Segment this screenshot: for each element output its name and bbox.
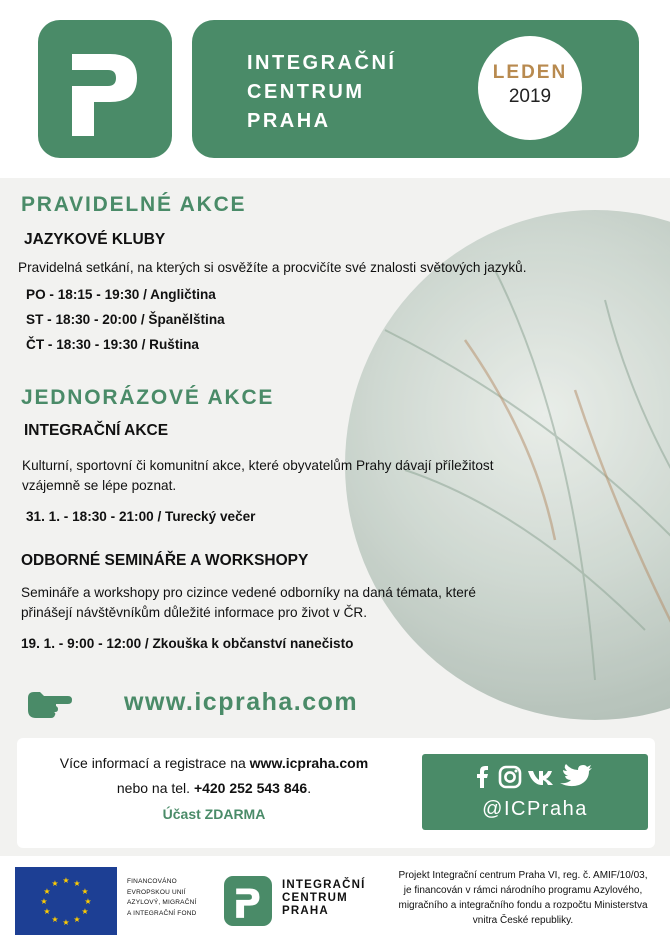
twitter-icon [560,764,592,786]
pointing-hand-icon [26,688,72,720]
svg-text:★: ★ [84,897,92,906]
footer [0,856,670,948]
info-phone-line: nebo na tel. +420 252 543 846. [116,780,312,796]
eu-funding-text: FINANCOVÁNO EVROPSKOU UNIÍ AZYLOVÝ, MIGRAČNÍ A INTEGRAČNÍ FOND [127,878,197,917]
info-box [17,738,655,848]
instagram-icon [500,767,520,787]
svg-text:★: ★ [43,907,51,916]
footer-logo [224,876,272,926]
one-time-events-heading: JEDNORÁZOVÉ AKCE [21,386,275,409]
svg-text:★: ★ [73,915,81,924]
svg-text:★: ★ [51,915,59,924]
free-participation: Účast ZDARMA [162,806,266,822]
project-funding-text: Projekt Integrační centrum Praha VI, reg. č. AMIF/10/03, je financován v rámci národního programu Azylového, migračního a integračního fondu a rozpočtu Ministerstva vnitra České republiky. [398,870,648,926]
organization-title: INTEGRAČNÍ CENTRUM PRAHA [247,52,397,132]
svg-text:★: ★ [81,907,89,916]
vk-icon [528,771,553,785]
registration-link[interactable]: www.icpraha.com [249,755,369,771]
seminars-heading: ODBORNÉ SEMINÁŘE A WORKSHOPY [21,552,309,569]
website-link[interactable]: www.icpraha.com [124,688,359,716]
facebook-icon [477,766,488,788]
svg-text:★: ★ [81,887,89,896]
integration-description: Kulturní, sportovní či komunitní akce, které obyvatelům Prahy dávají příležitost vzájemně se lépe poznat. [22,458,494,493]
session-monday: PO - 18:15 - 19:30 / Angličtina [26,287,216,302]
footer-logo-p-icon [224,876,272,926]
social-handle[interactable]: @ICPraha [482,798,588,820]
session-wednesday: ST - 18:30 - 20:00 / Španělština [26,312,225,327]
integration-events-heading: INTEGRAČNÍ AKCE [24,422,169,439]
social-icons-row [470,764,600,790]
seminars-description: Semináře a workshopy pro cizince vedené odborníky na daná témata, které přinášejí návštěvníkům důležité informace pro život v ČR. [21,585,476,620]
logo-p-icon [38,20,172,158]
svg-text:★: ★ [73,879,81,888]
integration-event: 31. 1. - 18:30 - 21:00 / Turecký večer [26,509,256,524]
social-media-box [422,754,648,830]
footer-brand: INTEGRAČNÍ CENTRUM PRAHA [282,879,366,917]
svg-text:★: ★ [51,879,59,888]
header [0,0,670,178]
session-thursday: ČT - 18:30 - 19:30 / Ruština [26,337,199,352]
svg-text:★: ★ [40,897,48,906]
svg-text:★: ★ [62,876,70,885]
svg-text:★: ★ [43,887,51,896]
regular-events-heading: PRAVIDELNÉ AKCE [21,193,247,216]
icp-logo [38,20,172,158]
month-year: 2019 [508,86,552,107]
language-clubs-description: Pravidelná setkání, na kterých si osvěžíte a procvičíte své znalosti světových jazyků. [18,260,527,275]
svg-text:★: ★ [62,918,70,927]
title-banner [192,20,639,158]
seminar-event: 19. 1. - 9:00 - 12:00 / Zkouška k občanství nanečisto [21,636,354,651]
language-clubs-heading: JAZYKOVÉ KLUBY [24,231,166,248]
month-badge [478,36,582,140]
eu-flag-icon [15,867,117,935]
info-registration-line: Více informací a registrace na www.icpraha.com [59,755,369,771]
phone-number[interactable]: +420 252 543 846 [193,780,308,796]
social-icons [422,764,648,790]
month-name: LEDEN [492,62,568,83]
